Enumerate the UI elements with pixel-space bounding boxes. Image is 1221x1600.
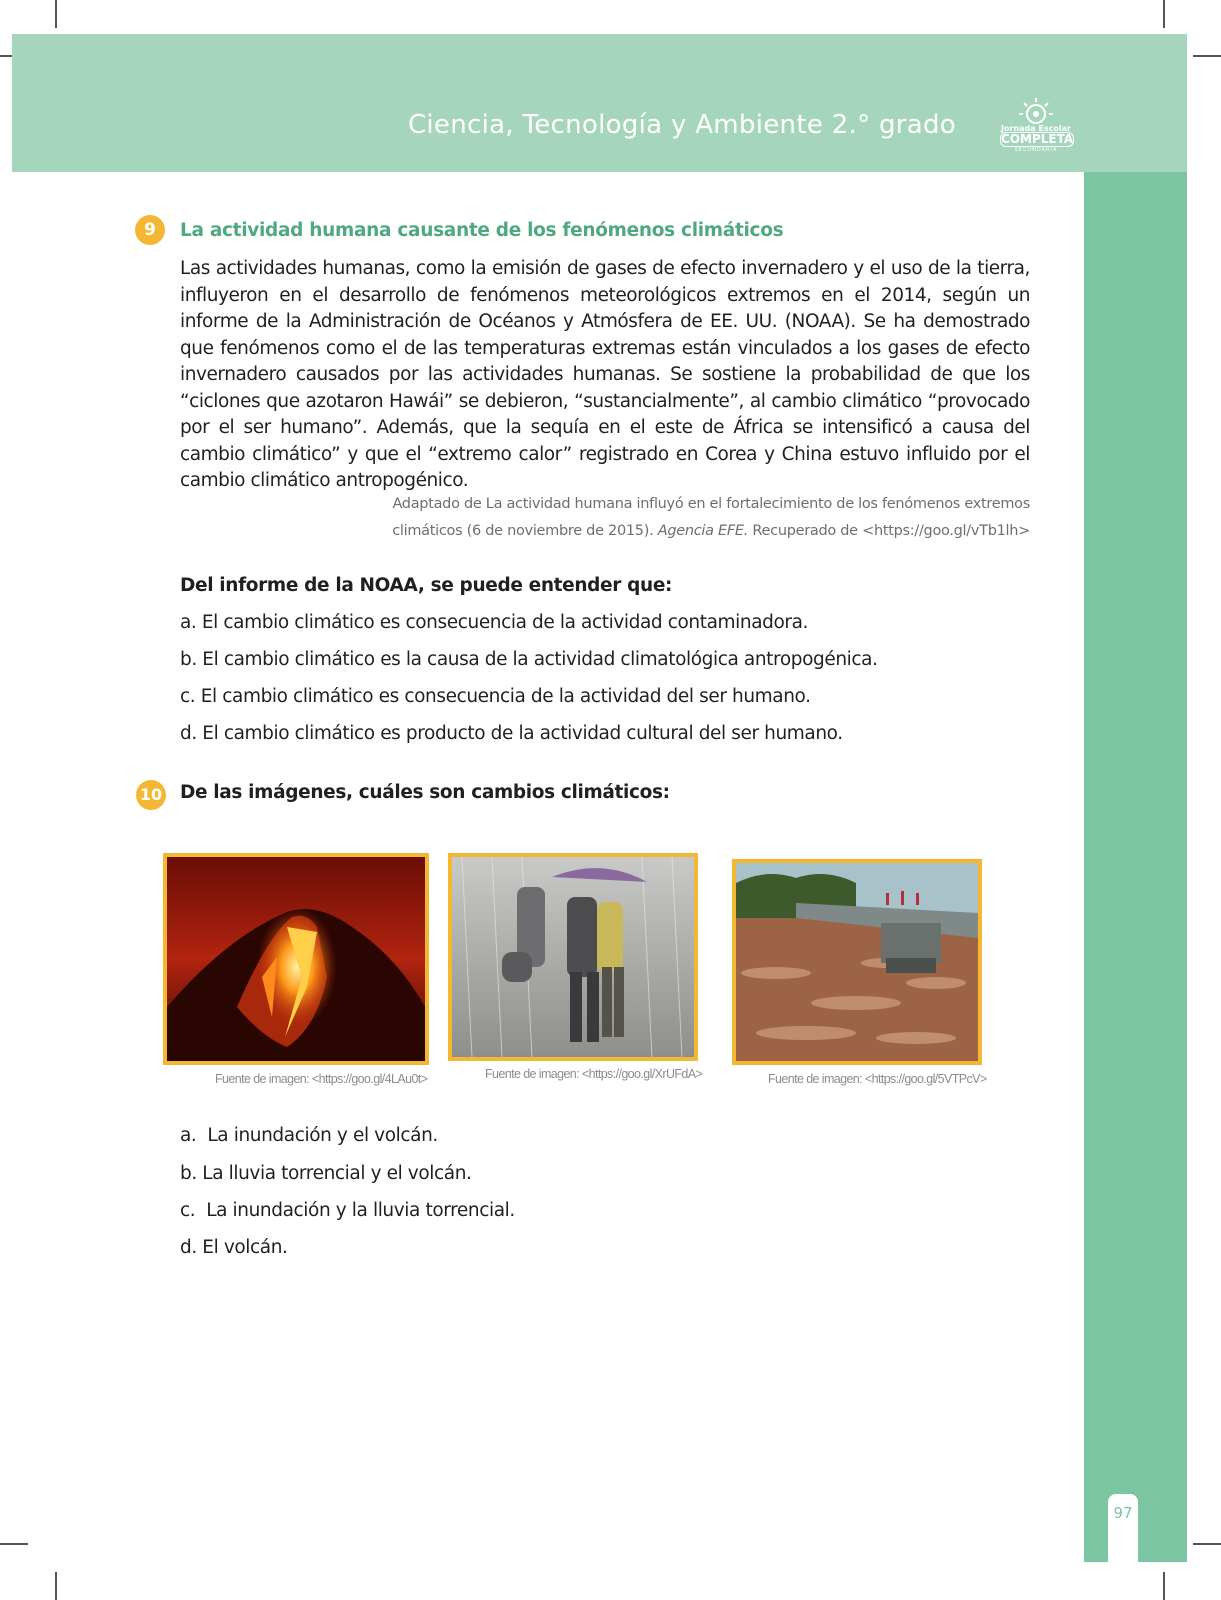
item10-option-b: b. La lluvia torrencial y el volcán. [180,1163,472,1184]
logo-line2: COMPLETA [1001,132,1074,146]
logo-line1: Jornada Escolar [1001,124,1071,133]
item9-paragraph: Las actividades humanas, como la emisión de gases de efecto invernadero y el uso de la tierra, influyeron en el desarrollo de fenómenos meteorológicos extremos en el 2014, según un informe de la Administración de Océanos y Atmósfera de EE. UU. (NOAA). Se ha demostrado que fenómenos como el de las temperaturas extremas están vinculados a los gases de efecto invernadero causados por las actividades humanas. Se sostiene la probabilidad de que los “ciclones que azotaron Hawái” se debieron, “sustancialmente”, al cambio climático “provocado por el ser humano”. Además, que la sequía en el este de África se intensificó a causa del cambio climático” y que el “extremo calor” registrado en Corea y China estuvo influido por el cambio climático antropogénico. [180,258,1030,491]
source-line2-italic: Agencia EFE. [657,523,749,539]
image-source-caption: Fuente de imagen: <https://goo.gl/5VTPcV> [768,1072,987,1086]
crop-mark [1163,0,1165,28]
logo-line3: SECUNDARIA [1014,147,1058,153]
item-number-badge: 9 [135,215,165,245]
flood-photo [732,859,982,1065]
item9-source [300,491,1030,545]
crop-mark [55,1572,57,1600]
item-number-badge: 10 [136,780,166,810]
source-line2 [300,518,1030,545]
jornada-escolar-completa-logo [996,96,1076,156]
image-source-caption: Fuente de imagen: <https://goo.gl/XrUFdA> [485,1067,703,1081]
crop-mark [55,0,57,28]
volcano-photo [163,853,429,1065]
item10-option-a: a. La inundación y el volcán. [180,1125,438,1146]
item10-question: De las imágenes, cuáles son cambios climáticos: [180,782,670,803]
source-line1: Adaptado de La actividad humana influyó en el fortalecimiento de los fenómenos extremos [392,496,1030,512]
crop-mark [1163,1572,1165,1600]
image-source-caption: Fuente de imagen: <https://goo.gl/4LAu0t> [215,1072,428,1086]
source-line2-pre: climáticos (6 de noviembre de 2015). [392,523,658,539]
item9-title: La actividad humana causante de los fenómenos climáticos [180,220,784,241]
item9-option-c: c. El cambio climático es consecuencia de la actividad del ser humano. [180,686,811,707]
item10-option-d: d. El volcán. [180,1237,288,1258]
item9-option-a: a. El cambio climático es consecuencia de la actividad contaminadora. [180,612,809,633]
torrential-rain-photo [448,853,698,1061]
item9-option-d: d. El cambio climático es producto de la actividad cultural del ser humano. [180,723,843,744]
side-band [1084,172,1187,1562]
item9-option-b: b. El cambio climático es la causa de la actividad climatológica antropogénica. [180,649,878,670]
source-line2-post: Recuperado de <https://goo.gl/vTb1lh> [748,523,1030,539]
item10-option-c: c. La inundación y la lluvia torrencial. [180,1200,515,1221]
page-header-title: Ciencia, Tecnología y Ambiente 2.° grado [407,110,956,140]
crop-mark [1193,1543,1221,1545]
sun-icon [996,96,1076,126]
page-number: 97 [1113,1504,1133,1522]
item9-question: Del informe de la NOAA, se puede entender que: [180,575,673,596]
crop-mark [1193,55,1221,57]
crop-mark [0,1543,28,1545]
